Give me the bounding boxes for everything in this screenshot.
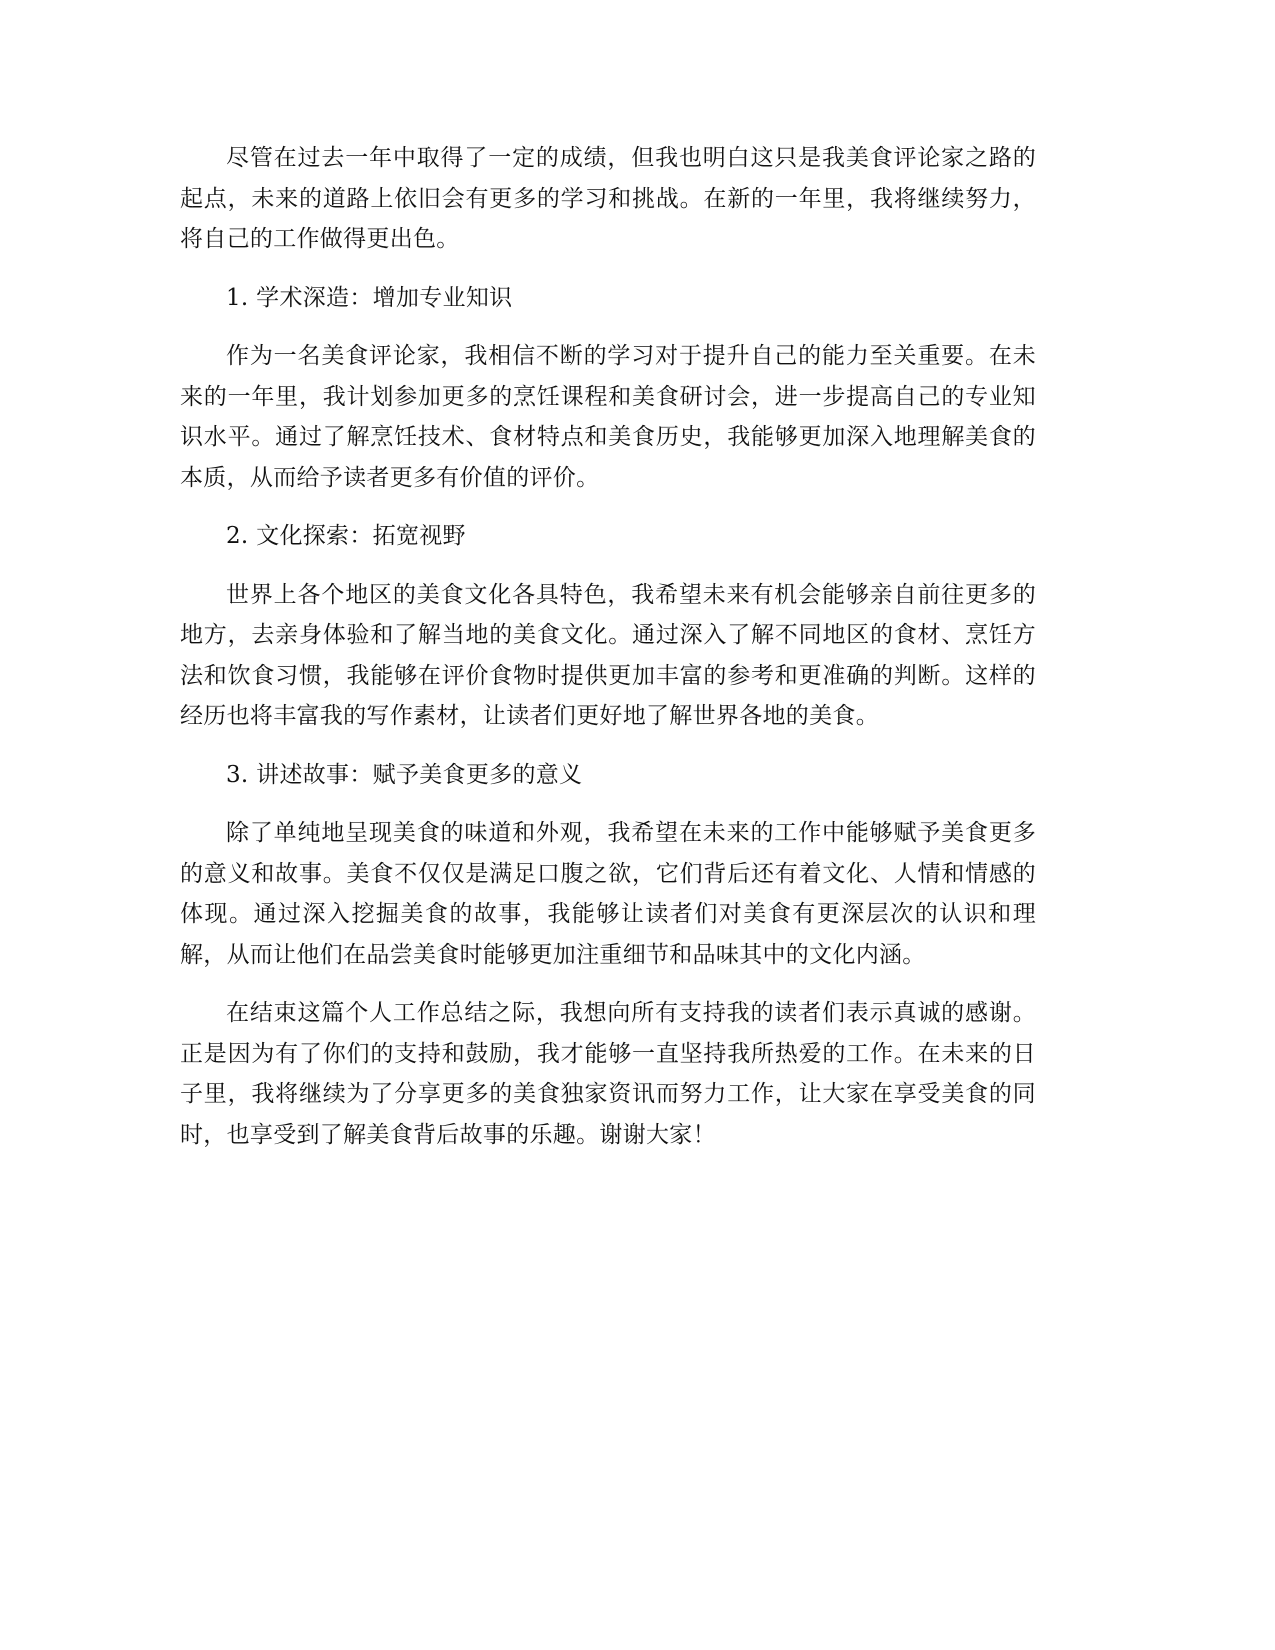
section-heading-3: 3. 讲述故事：赋予美食更多的意义: [226, 761, 583, 788]
section-body-3: 除了单纯地呈现美食的味道和外观，我希望在未来的工作中能够赋予美食更多的意义和故事。美食不仅仅是满足口腹之欲，它们背后还有着文化、人情和情感的体现。通过深入挖掘美食的故事，我能够让读者们对美食有更深层次的认识和理解，从而让他们在品尝美食时能够更加注重细节和品味其中的文化内涵。: [180, 820, 1036, 968]
section-heading-2: 2. 文化探索：拓宽视野: [226, 523, 466, 549]
section-body-1: 作为一名美食评论家，我相信不断的学习对于提升自己的能力至关重要。在未来的一年里，我计划参加更多的烹饪课程和美食研讨会，进一步提高自己的专业知识水平。通过了解烹饪技术、食材特点和美食历史，我能够更加深入地理解美食的本质，从而给予读者更多有价值的评价。: [180, 343, 1036, 491]
document-body: [180, 138, 1036, 1173]
section-heading-1: 1. 学术深造：增加专业知识: [226, 284, 513, 311]
closing-paragraph: 在结束这篇个人工作总结之际，我想向所有支持我的读者们表示真诚的感谢。正是因为有了你们的支持和鼓励，我才能够一直坚持我所热爱的工作。在未来的日子里，我将继续为了分享更多的美食独家资讯而努力工作，让大家在享受美食的同时，也享受到了解美食背后故事的乐趣。谢谢大家！: [180, 1000, 1036, 1148]
section-body-2: 世界上各个地区的美食文化各具特色，我希望未来有机会能够亲自前往更多的地方，去亲身体验和了解当地的美食文化。通过深入了解不同地区的食材、烹饪方法和饮食习惯，我能够在评价食物时提供更加丰富的参考和更准确的判断。这样的经历也将丰富我的写作素材，让读者们更好地了解世界各地的美食。: [180, 581, 1036, 729]
intro-paragraph: 尽管在过去一年中取得了一定的成绩，但我也明白这只是我美食评论家之路的起点，未来的道路上依旧会有更多的学习和挑战。在新的一年里，我将继续努力，将自己的工作做得更出色。: [180, 145, 1036, 252]
